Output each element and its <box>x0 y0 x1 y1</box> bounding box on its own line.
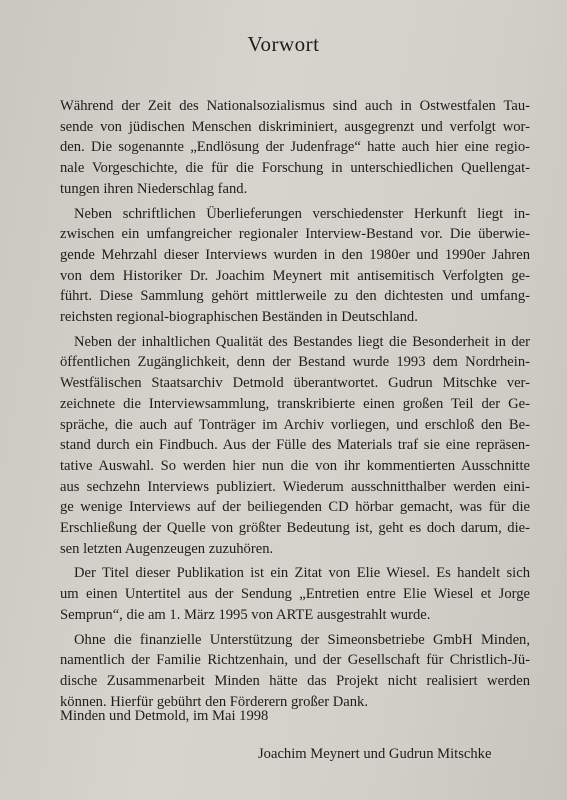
signoff-place-date: Minden und Detmold, im Mai 1998 <box>60 708 269 724</box>
text-line: Erschließung der Quelle von größter Bedeutung ist, geht es doch darum, die- <box>60 520 530 537</box>
text-line: können. Hierfür gebührt den Förderern großer Dank. <box>60 693 368 710</box>
text-line: stand durch ein Findbuch. Aus der Fülle des Materials traf sie eine repräsen- <box>60 437 530 454</box>
text-line: sen letzten Augenzeugen zuzuhören. <box>60 540 274 557</box>
text-line: sende von jüdischen Menschen diskriminiert, ausgegrenzt und verfolgt wor- <box>60 118 530 135</box>
text-line: zwischen ein umfangreicher regionaler Interview-Bestand vor. Die überwie- <box>60 226 530 243</box>
text-line: öffentlichen Zugänglichkeit, denn der Bestand wurde 1993 dem Nordrhein- <box>60 354 530 371</box>
text-line: ge wenige Interviews auf der beiliegenden CD hörbar gemacht, was für die <box>60 499 530 516</box>
signoff-authors: Joachim Meynert und Gudrun Mitschke <box>258 746 492 762</box>
text-line: von dem Historiker Dr. Joachim Meynert mit antisemitisch Verfolgten ge- <box>60 267 530 284</box>
paragraph <box>60 563 530 625</box>
page-title: Vorwort <box>247 32 320 56</box>
foreword-body <box>60 96 530 712</box>
text-line: namentlich der Familie Richtzenhain, und der Gesellschaft für Christlich-Jü- <box>60 652 530 669</box>
text-line: Ohne die finanzielle Unterstützung der Simeonsbetriebe GmbH Minden, <box>74 631 530 648</box>
text-line: nale Vorgeschichte, die für die Forschung in unterschiedlichen Quellengat- <box>60 160 530 177</box>
text-line: aus sechzehn Interviews publiziert. Wiederum ausschnitthalber werden eini- <box>60 478 530 495</box>
text-line: tungen ihren Niederschlag fand. <box>60 180 248 197</box>
text-line: Neben der inhaltlichen Qualität des Bestandes liegt die Besonderheit in der <box>74 333 530 350</box>
text-line: führt. Diese Sammlung gehört mittlerweile zu den dichtesten und umfang- <box>60 288 530 305</box>
paragraph <box>60 630 530 713</box>
text-line: den. Die sogenannte „Endlösung der Judenfrage“ hatte auch hier eine regio- <box>60 139 530 156</box>
text-line: reichsten regional-biographischen Beständen in Deutschland. <box>60 309 418 326</box>
paragraph <box>60 332 530 560</box>
text-line: dische Zusammenarbeit Minden hätte das Projekt nicht realisiert werden <box>60 672 530 689</box>
text-line: Der Titel dieser Publikation ist ein Zitat von Elie Wiesel. Es handelt sich <box>74 565 530 582</box>
text-line: tative Auswahl. So werden hier nun die von ihr kommentierten Ausschnitte <box>60 457 530 474</box>
paragraph <box>60 96 530 200</box>
text-line: zeichnete die Interviewsammlung, transkribierte einen großen Teil der Ge- <box>60 395 530 412</box>
text-line: Während der Zeit des Nationalsozialismus sind auch in Ostwestfalen Tau- <box>60 98 530 114</box>
paragraph <box>60 204 530 328</box>
text-line: Westfälischen Staatsarchiv Detmold überantwortet. Gudrun Mitschke ver- <box>60 375 530 392</box>
text-line: um einen Untertitel aus der Sendung „Entretien entre Elie Wiesel et Jorge <box>60 586 530 603</box>
text-line: Semprun“, die am 1. März 1995 von ARTE ausgestrahlt wurde. <box>60 606 431 623</box>
text-line: spräche, die auch auf Tonträger im Archiv vorliegen, und erschloß den Be- <box>60 416 530 433</box>
text-line: gende Mehrzahl dieser Interviews wurden in den 1980er und 1990er Jahren <box>60 246 530 263</box>
text-line: Neben schriftlichen Überlieferungen verschiedenster Herkunft liegt in- <box>74 205 530 222</box>
